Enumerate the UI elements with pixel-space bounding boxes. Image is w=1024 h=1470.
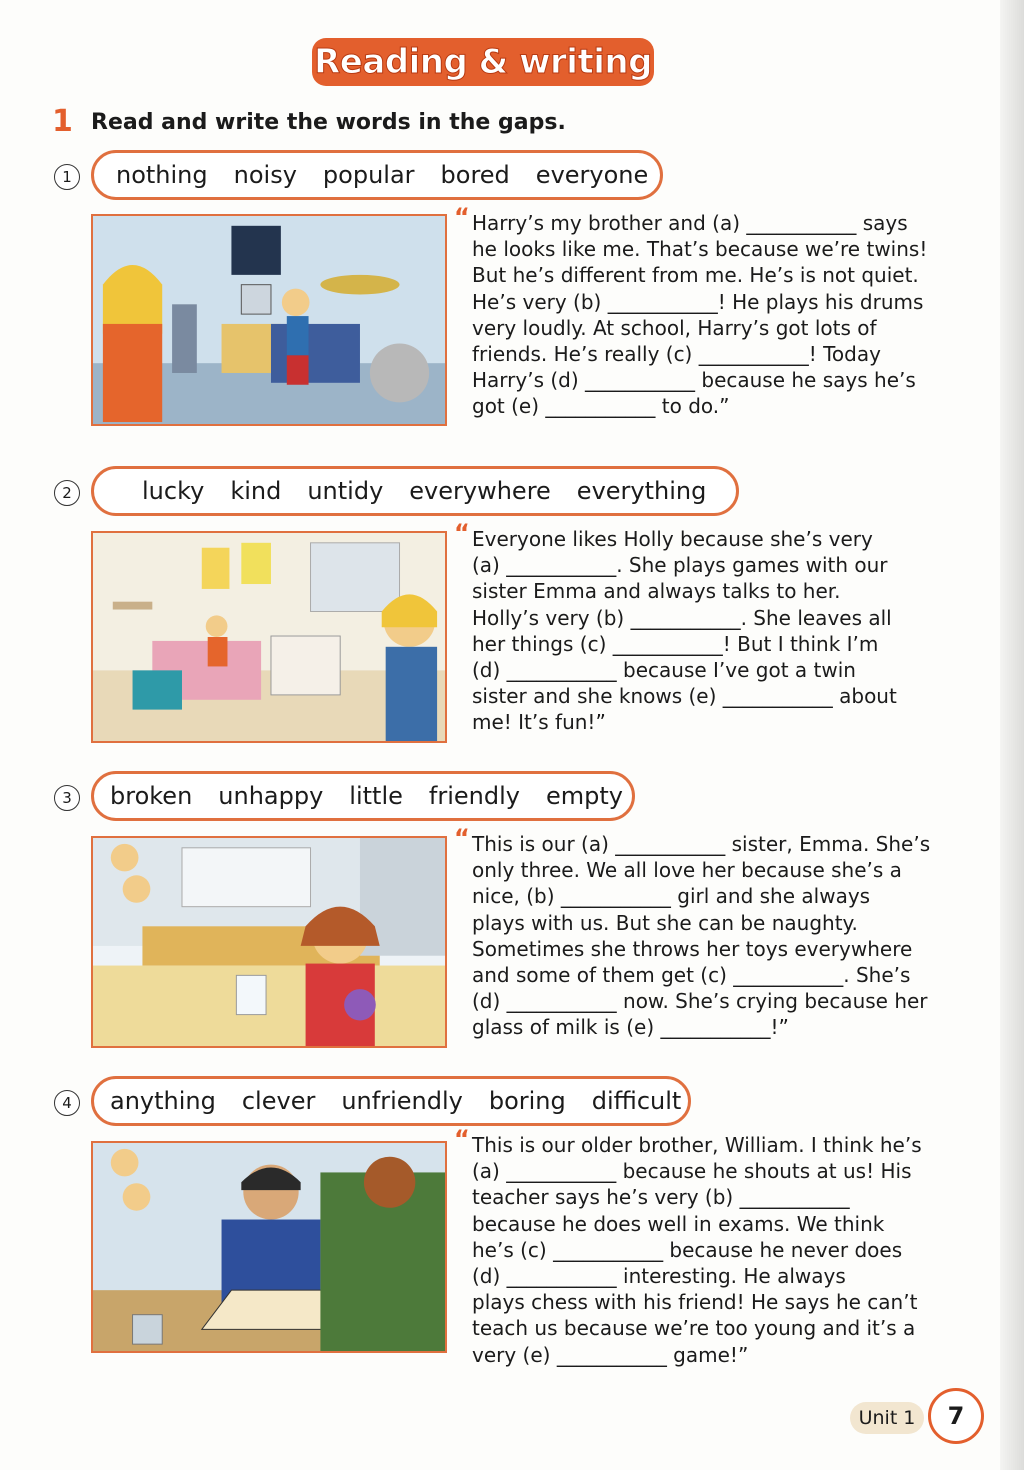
chess-game-illustration	[91, 1141, 447, 1353]
word-option: clever	[241, 1087, 316, 1115]
text-line: He’s very (b) ___________! He plays his drums	[472, 289, 924, 314]
text-line: (a) ___________. She plays games with our	[472, 553, 888, 578]
text-line: sister and she knows (e) ___________ about	[472, 684, 897, 709]
word-option: anything	[110, 1087, 216, 1115]
text-line: This is our (a) ___________ sister, Emma. She’s	[472, 832, 931, 856]
text-line: This is our older brother, William. I think he’s	[472, 1133, 922, 1157]
text-line: got (e) ___________ to do.”	[472, 394, 730, 419]
open-quote: “	[454, 203, 470, 231]
word-option: everything	[576, 477, 707, 505]
bedroom-drums-illustration	[91, 214, 447, 426]
text-line: plays with us. But she can be naughty.	[472, 910, 858, 935]
word-option: bored	[440, 161, 510, 189]
text-line: (d) ___________ now. She’s crying because her	[472, 989, 928, 1014]
paragraph-3	[454, 824, 932, 1041]
text-line: nice, (b) ___________ girl and she always	[472, 884, 871, 909]
text-line: teacher says he’s very (b) ___________	[472, 1185, 850, 1210]
word-option: everyone	[535, 161, 649, 189]
word-option: popular	[322, 161, 415, 189]
text-line: very (e) ___________ game!”	[472, 1342, 749, 1367]
text-line: plays chess with his friend! He says he can’t	[472, 1290, 918, 1315]
exercise-instruction: Read and write the words in the gaps.	[91, 110, 566, 135]
text-line: he’s (c) ___________ because he never does	[472, 1237, 903, 1262]
text-line: teach us because we’re too young and it’s a	[472, 1316, 916, 1341]
text-line: Harry’s my brother and (a) ___________ says	[472, 211, 908, 235]
word-option: unhappy	[218, 782, 324, 810]
text-line: very loudly. At school, Harry’s got lots of	[472, 315, 877, 340]
kitchen-crying-girl-illustration	[91, 836, 447, 1048]
word-option: lucky	[142, 477, 205, 505]
exercise-number: 1	[52, 104, 73, 139]
text-line: glass of milk is (e) ___________!”	[472, 1015, 789, 1040]
text-line: But he’s different from me. He’s is not quiet.	[472, 263, 919, 288]
word-box	[91, 771, 635, 821]
text-line: only three. We all love her because she’s a	[472, 858, 902, 883]
text-line: and some of them get (c) ___________. She’s	[472, 963, 911, 988]
text-line: Holly’s very (b) ___________. She leaves all	[472, 605, 892, 630]
text-line: (a) ___________ because he shouts at us! His	[472, 1159, 912, 1184]
word-option: boring	[488, 1087, 566, 1115]
text-line: because he does well in exams. We think	[472, 1211, 885, 1236]
page-title: Reading & writing	[312, 38, 654, 86]
word-option: noisy	[233, 161, 297, 189]
section-number: 3	[54, 785, 80, 811]
word-box	[91, 466, 739, 516]
section-number: 2	[54, 480, 80, 506]
word-box	[91, 150, 663, 200]
paragraph-1	[454, 203, 932, 420]
word-option: broken	[110, 782, 193, 810]
word-box	[91, 1076, 691, 1126]
word-option: unfriendly	[341, 1087, 463, 1115]
paragraph-4	[454, 1125, 932, 1368]
text-line: Harry’s (d) ___________ because he says he’s	[472, 368, 916, 393]
section-number: 1	[54, 164, 80, 190]
text-line: her things (c) ___________! But I think I’m	[472, 631, 879, 656]
page-edge	[1000, 0, 1024, 1470]
word-option: little	[349, 782, 403, 810]
word-option: everywhere	[409, 477, 551, 505]
page-number: 7	[928, 1388, 984, 1444]
word-option: untidy	[307, 477, 384, 505]
text-line: sister Emma and always talks to her.	[472, 579, 841, 604]
word-option: kind	[230, 477, 282, 505]
text-line: me! It’s fun!”	[472, 710, 606, 735]
word-option: empty	[545, 782, 623, 810]
text-line: (d) ___________ because I’ve got a twin	[472, 658, 856, 683]
text-line: Everyone likes Holly because she’s very	[472, 527, 873, 551]
word-option: difficult	[591, 1087, 682, 1115]
unit-label: Unit 1	[850, 1402, 924, 1434]
text-line: friends. He’s really (c) ___________! Today	[472, 342, 881, 367]
text-line: he looks like me. That’s because we’re twins!	[472, 237, 928, 262]
open-quote: “	[454, 1125, 470, 1153]
paragraph-2	[454, 519, 932, 736]
word-option: friendly	[428, 782, 520, 810]
open-quote: “	[454, 519, 470, 547]
text-line: Sometimes she throws her toys everywhere	[472, 936, 913, 961]
word-option: nothing	[116, 161, 208, 189]
text-line: (d) ___________ interesting. He always	[472, 1264, 846, 1289]
section-number: 4	[54, 1090, 80, 1116]
untidy-bedroom-illustration	[91, 531, 447, 743]
open-quote: “	[454, 824, 470, 852]
